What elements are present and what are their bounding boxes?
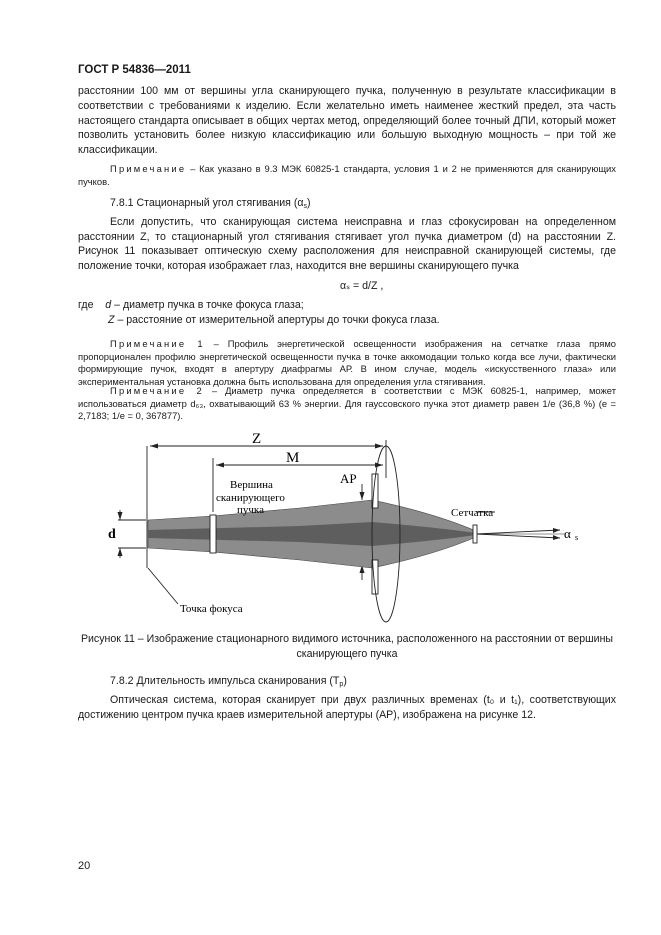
- d-arrow-head-top: [118, 512, 123, 520]
- section-781-paragraph: Если допустить, что сканирующая система неисправна и глаз сфокусирован на определенном расстоянии Z, то стационарный угол стягивания стягивает угол пучка диаметром (d) на расстоянии Z. Рисунок 11 показывает оптическую схему расположения для неисправной сканирующей системы, где положение точки, которая изображает глаз, находится вне вершины сканирующего пучка: [78, 215, 616, 273]
- section-782-paragraph: Оптическая система, которая сканирует при двух различных временах (t₀ и t₁), соответствующих достижению центром пучка краев измерительной апертуры (АР), изображена на рисунке 12.: [78, 693, 616, 721]
- section-7-8-2: [78, 674, 616, 722]
- where-d-text: – диаметр пучка в точке фокуса глаза;: [114, 299, 304, 311]
- where-d-symbol: d: [105, 299, 112, 311]
- intro-text: расстоянии 100 мм от вершины угла сканирующего пучка, полученную в результате классификации в соответствии с требованиями к изделию. Если желательно иметь наименее жесткий предел, эта часть настоящего стандарта описывает в общих чертах метод, определяющий более точный ДПИ, который может позволить установить более низкую классификацию или большую выходную мощность – при той же классификации.: [78, 85, 616, 157]
- label-focus: Точка фокуса: [180, 603, 243, 615]
- label-m: M: [286, 450, 300, 466]
- label-alpha-sub: s: [575, 533, 579, 542]
- m-arrow-left: [216, 463, 224, 468]
- note2-text: – Диаметр пучка определяется в соответствии с МЭК 60825-1, например, может использоваться диаметр d₆₃, охватывающий 63 % энергии. Для гауссовского пучка этот диаметр равен 1/e (36,8 %) (e = 2,7183; 1/e = 0, 367877).: [78, 385, 616, 422]
- focus-leader: [148, 568, 178, 604]
- label-apex-2: сканирующего: [216, 492, 285, 504]
- label-ap: AP: [340, 471, 357, 486]
- ray-upper: [476, 530, 560, 534]
- where-word: где: [78, 299, 94, 311]
- note1-text: – Профиль энергетической освещенности изображения на сетчатке глаза прямо пропорционален профилю энергетической освещенности пучка в точке аккомодации только когда все лучи, фактически формирующие пучок, входят в апертуру диафрагмы АР. В ином случае, модель «искусственного глаза» или экспериментальная установка должна быть использована для определения угла стягивания.: [78, 338, 616, 387]
- note2-label: Примечание 2: [110, 385, 204, 396]
- ap-arrow-head-top: [360, 492, 365, 500]
- note-text: – Как указано в 9.3 МЭК 60825-1 стандарта, условия 1 и 2 не применяются для сканирующих пучков.: [78, 163, 616, 187]
- section-781-title: 7.8.1 Стационарный угол стягивания $(\alpha_s)$: [110, 197, 311, 210]
- label-apex-1: Вершина: [230, 479, 273, 491]
- label-alpha: α: [564, 526, 571, 541]
- where-z-text: – расстояние от измерительной апертуры до точки фокуса глаза.: [117, 313, 440, 326]
- m-arrow-right: [375, 463, 383, 468]
- note1-label: Примечание 1: [110, 338, 205, 349]
- label-z: Z: [252, 431, 262, 447]
- where-z-symbol: Z: [108, 313, 115, 326]
- z-arrow-left: [150, 444, 158, 449]
- z-arrow-right: [375, 444, 383, 449]
- ray-lower: [476, 534, 560, 538]
- apex-plate: [210, 515, 216, 553]
- label-apex-3: пучка: [237, 504, 264, 516]
- formula: αₛ = d/Z ,: [340, 280, 384, 292]
- retina-plate: [473, 525, 477, 543]
- section-782-title: 7.8.2 Длительность импульса сканирования $(T_p)$: [110, 675, 347, 688]
- standard-header: ГОСТ Р 54836—2011: [78, 64, 191, 76]
- note-label: Примечание: [110, 163, 187, 174]
- page-number: 20: [78, 860, 91, 872]
- label-retina: Сетчатка: [451, 507, 494, 519]
- figure-caption: Рисунок 11 – Изображение стационарного видимого источника, расположенного на расстоянии от вершины сканирующего пучка: [80, 633, 614, 660]
- d-arrow-head-bottom: [118, 548, 123, 556]
- label-d: d: [108, 527, 116, 542]
